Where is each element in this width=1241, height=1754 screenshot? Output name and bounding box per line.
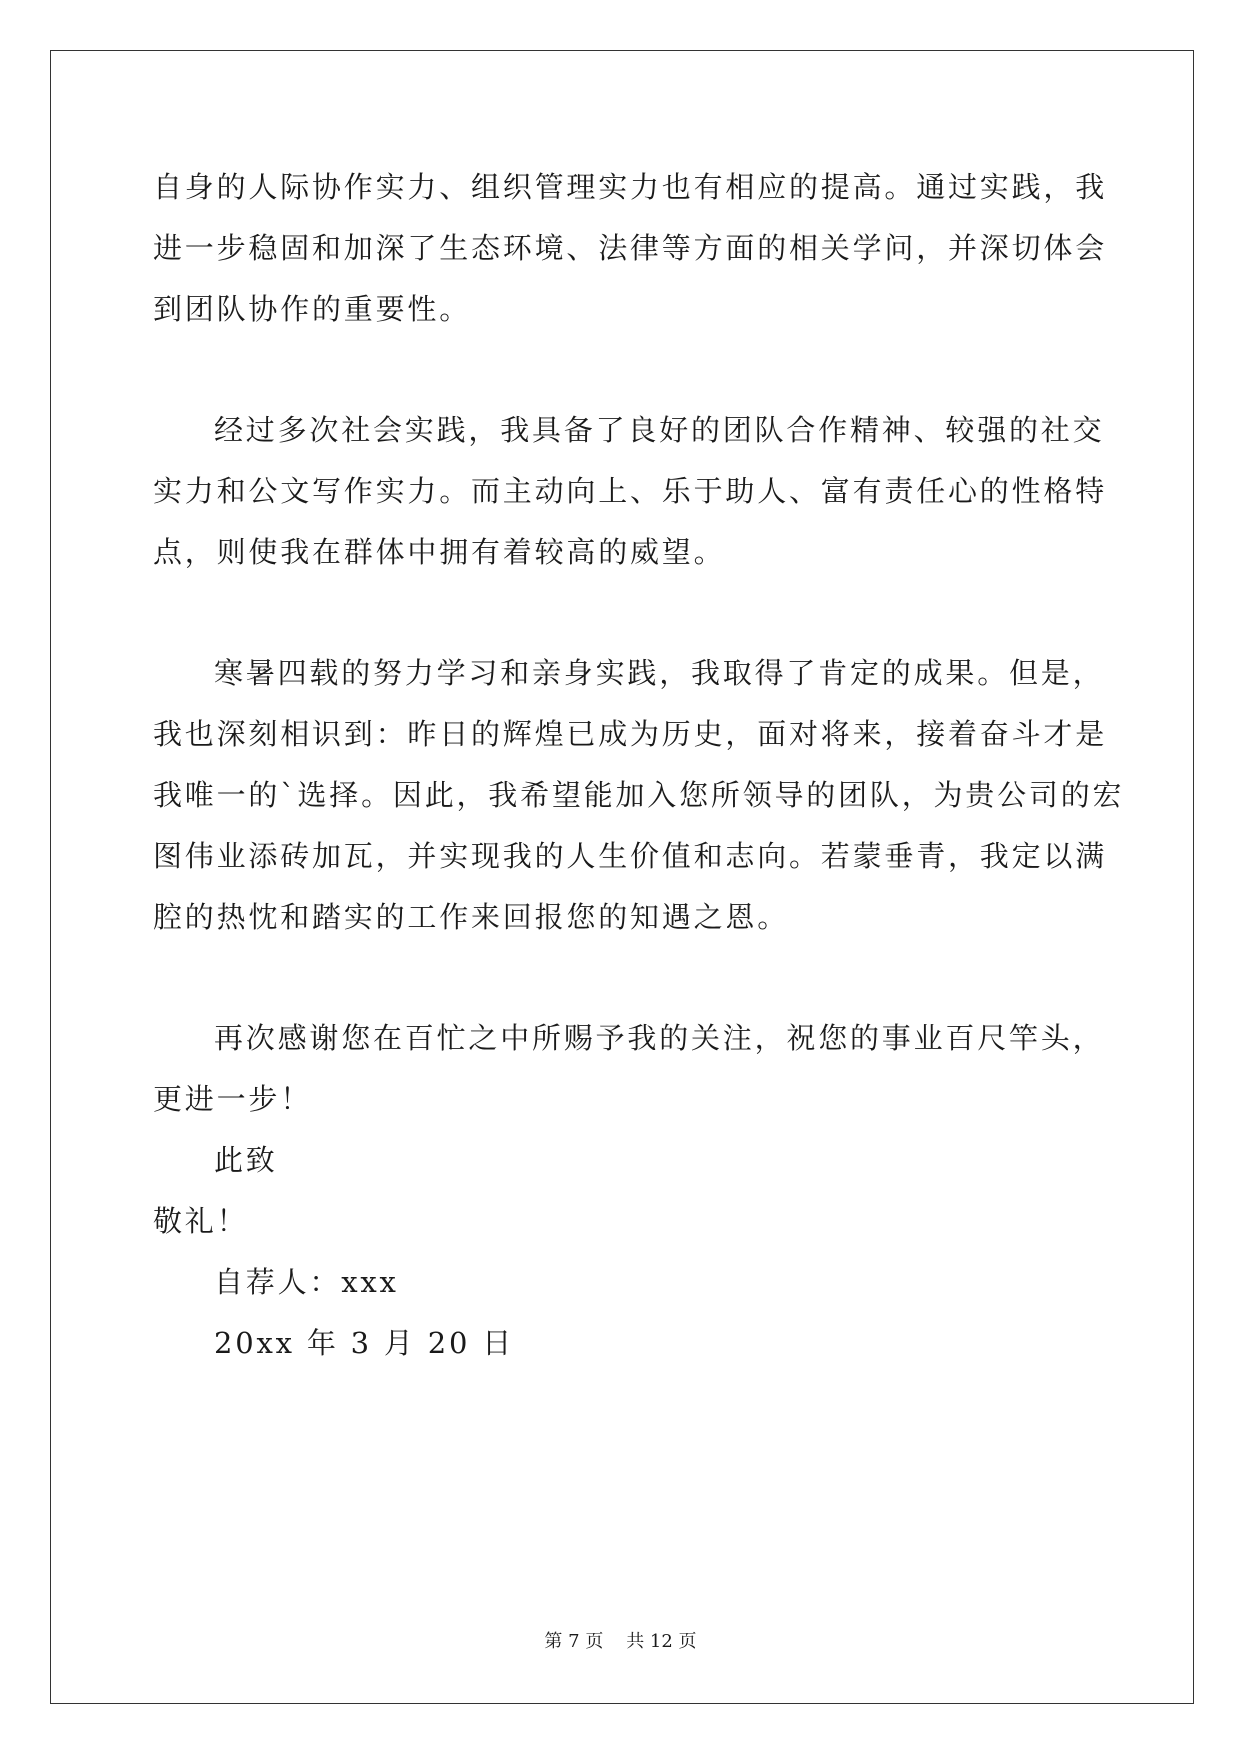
body-line: 再次感谢您在百忙之中所赐予我的关注，祝您的事业百尺竿头， [214, 1021, 1105, 1055]
body-line: 我唯一的`选择。因此，我希望能加入您所领导的团队，为贵公司的宏 [153, 778, 1125, 812]
body-line: 图伟业添砖加瓦，并实现我的人生价值和志向。若蒙垂青，我定以满 [153, 839, 1108, 873]
body-line: 到团队协作的重要性。 [153, 292, 472, 326]
body-line: 进一步稳固和加深了生态环境、法律等方面的相关学问，并深切体会 [153, 231, 1108, 265]
page-number-footer: 第 7 页 共 12 页 [544, 1631, 697, 1652]
signature-line: 自荐人：xxx [214, 1265, 399, 1299]
body-line: 自身的人际协作实力、组织管理实力也有相应的提高。通过实践，我 [153, 170, 1108, 204]
date-line: 20xx 年 3 月 20 日 [214, 1326, 515, 1360]
body-line: 实力和公文写作实力。而主动向上、乐于助人、富有责任心的性格特 [153, 474, 1108, 508]
body-line: 寒暑四载的努力学习和亲身实践，我取得了肯定的成果。但是， [214, 656, 1105, 690]
body-line: 点，则使我在群体中拥有着较高的威望。 [153, 535, 726, 569]
closing-regards: 敬礼！ [153, 1204, 249, 1238]
body-line: 腔的热忱和踏实的工作来回报您的知遇之恩。 [153, 900, 790, 934]
body-line: 我也深刻相识到：昨日的辉煌已成为历史，面对将来，接着奋斗才是 [153, 717, 1108, 751]
body-line: 经过多次社会实践，我具备了良好的团队合作精神、较强的社交 [214, 413, 1105, 447]
closing-salutation: 此致 [214, 1143, 278, 1177]
body-line: 更进一步！ [153, 1082, 313, 1116]
